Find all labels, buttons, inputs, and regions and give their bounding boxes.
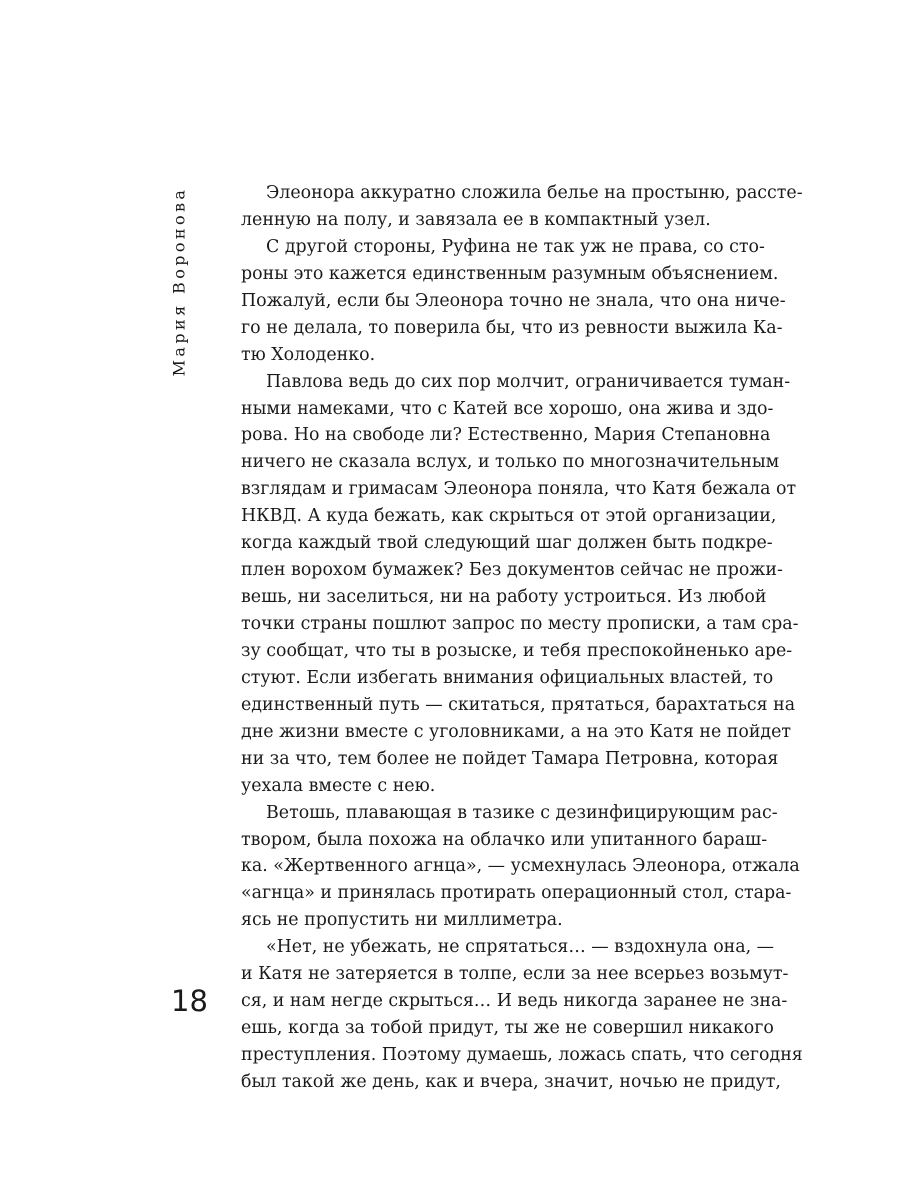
text-line: ясь не пропустить ни миллиметра.: [241, 910, 563, 931]
text-line: НКВД. А куда бежать, как скрыться от этой организации,: [241, 506, 777, 527]
text-line: ни за что, тем более не пойдет Тамара Петровна, которая: [241, 748, 779, 769]
text-line: единственный путь — скитаться, прятаться, барахтаться на: [241, 694, 796, 715]
text-line: роны это кажется единственным разумным объяснением.: [241, 263, 779, 284]
text-line: уехала вместе с нею.: [241, 775, 436, 796]
text-line: го не делала, то поверила бы, что из ревности выжила Ка-: [241, 317, 783, 338]
text-line: Элеонора аккуратно сложила белье на простыню, рассте-: [266, 183, 803, 203]
text-line: ленную на полу, и завязала ее в компактный узел.: [241, 209, 711, 230]
text-line: твором, была похожа на облачко или упитанного бараш-: [241, 829, 768, 850]
text-line: рова. Но на свободе ли? Естественно, Мария Степановна: [241, 425, 771, 446]
text-line: преступления. Поэтому думаешь, ложась спать, что сегодня: [241, 1045, 803, 1065]
text-line: «Нет, не убежать, не спрятаться… — вздохнула она, —: [266, 937, 775, 958]
text-line: Ветошь, плавающая в тазике с дезинфицирующим рас-: [266, 802, 778, 823]
text-line: точки страны пошлют запрос по месту прописки, а там сра-: [241, 614, 799, 634]
text-line: С другой стороны, Руфина не так уж не права, со сто-: [266, 236, 765, 257]
text-line: и Катя не затеряется в толпе, если за нее всерьез возьмут-: [241, 964, 789, 985]
text-line: дне жизни вместе с уголовниками, а на это Катя не пойдет: [241, 721, 792, 742]
text-line: ешь, когда за тобой придут, ты же не совершил никакого: [241, 1018, 774, 1039]
text-line: вешь, ни заселиться, ни на работу устроиться. Из любой: [241, 587, 767, 608]
text-line: ничего не сказала вслух, и только по многозначительным: [241, 452, 780, 473]
running-head: [165, 186, 193, 376]
text-line: Павлова ведь до сих пор молчит, ограничивается туман-: [266, 371, 791, 392]
text-line: взглядам и гримасам Элеонора поняла, что Катя бежала от: [241, 479, 797, 500]
text-line: Пожалуй, если бы Элеонора точно не знала, что она ниче-: [241, 290, 786, 311]
text-line: когда каждый твой следующий шаг должен быть подкре-: [241, 533, 773, 554]
running-head-author: Мария Воронова: [169, 186, 189, 376]
text-line: ся, и нам негде скрыться… И ведь никогда заранее не зна-: [241, 991, 788, 1012]
text-line: тю Холоденко.: [241, 344, 376, 365]
text-line: был такой же день, как и вчера, значит, ночью не придут,: [241, 1071, 781, 1092]
text-line: ка. «Жертвенного агнца», — усмехнулась Элеонора, отжала: [241, 856, 800, 877]
page-number: 18: [171, 984, 208, 1018]
text-line: зу сообщат, что ты в розыске, и тебя преспокойненько аре-: [241, 640, 793, 661]
text-line: ными намеками, что с Катей все хорошо, она жива и здо-: [241, 398, 774, 419]
text-line: стуют. Если избегать внимания официальных властей, то: [241, 667, 774, 688]
body-text: [241, 180, 803, 1096]
text-line: «агнца» и принялась протирать операционный стол, стара-: [241, 883, 792, 904]
text-line: плен ворохом бумажек? Без документов сейчас не прожи-: [241, 560, 783, 581]
